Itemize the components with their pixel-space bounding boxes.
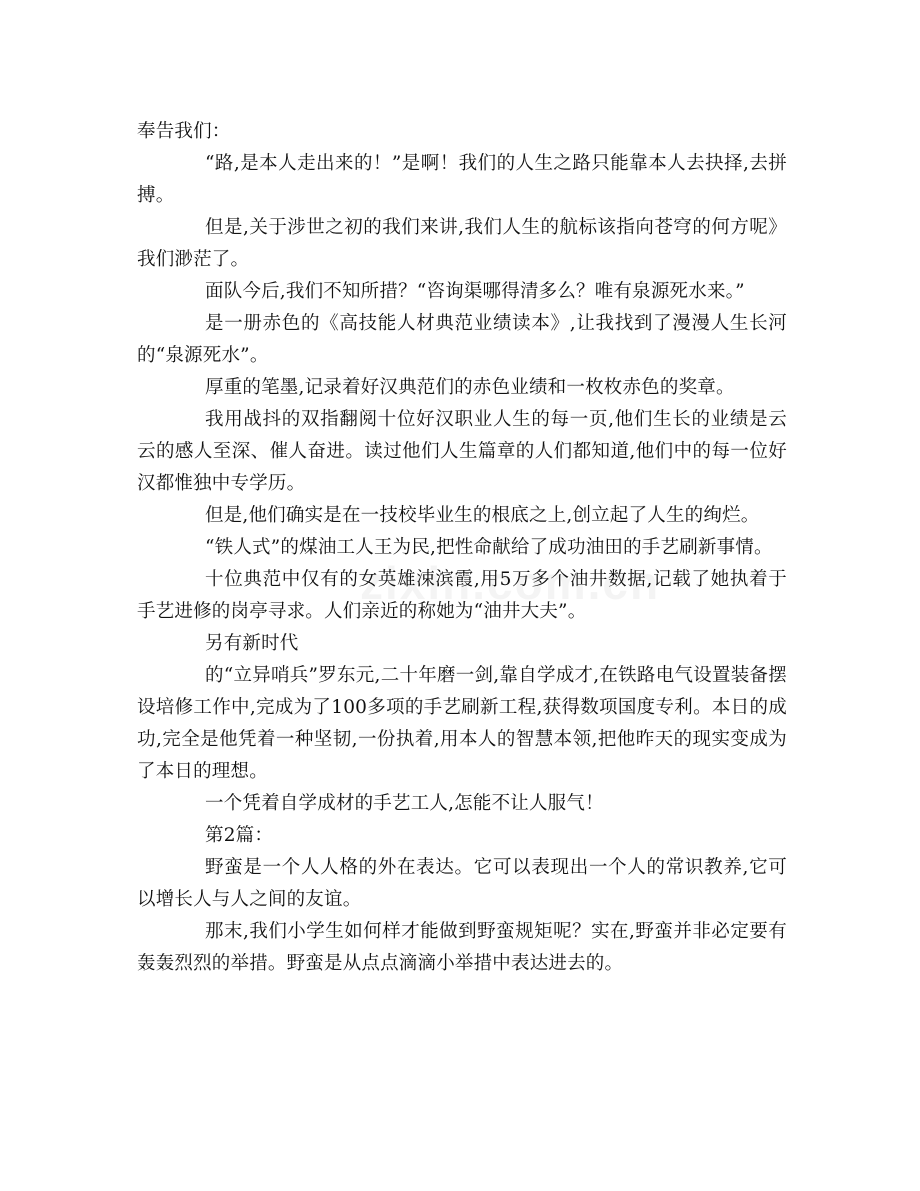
paragraph: 十位典范中仅有的女英雄涑滨霞,用5万多个油井数据,记载了她执着于手艺进修的岗亭寻求。人们亲近的称她为“油井大夫”。 bbox=[137, 569, 787, 622]
paragraph: 但是,关于涉世之初的我们来讲,我们人生的航标该指向苍穹的何方呢》我们渺茫了。 bbox=[137, 217, 787, 270]
paragraph: 那末,我们小学生如何样才能做到野蛮规矩呢？实在,野蛮并非必定要有轰轰烈烈的举措。野蛮是从点点滴滴小举措中表达进去的。 bbox=[137, 921, 787, 974]
section-heading: 第2篇： bbox=[205, 825, 274, 846]
paragraph: 我用战抖的双指翻阅十位好汉职业人生的每一页,他们生长的业绩是云云的感人至深、催人奋进。读过他们人生篇章的人们都知道,他们中的每一位好汉都惟独中专学历。 bbox=[137, 409, 787, 494]
paragraph-opening: 奉告我们： bbox=[137, 121, 231, 142]
paragraph: 是一册赤色的《高技能人材典范业绩读本》,让我找到了漫漫人生长河的“泉源死水”。 bbox=[137, 313, 787, 366]
paragraph: 一个凭着自学成材的手艺工人,怎能不让人服气！ bbox=[205, 793, 604, 814]
paragraph: 的“立异哨兵”罗东元,二十年磨一剑,靠自学成才,在铁路电气设置装备摆设培修工作中,完成为了100多项的手艺刷新工程,获得数项国度专利。本日的成功,完全是他凭着一种坚韧,一份执着,用本人的智慧本领,把他昨天的现实变成为了本日的理想。 bbox=[137, 665, 787, 782]
document-body bbox=[137, 116, 787, 980]
paragraph: 但是,他们确实是在一技校毕业生的根底之上,创立起了人生的绚烂。 bbox=[205, 505, 760, 526]
paragraph: “铁人式”的煤油工人王为民,把性命献给了成功油田的手艺刷新事情。 bbox=[205, 537, 773, 558]
paragraph: 厚重的笔墨,记录着好汉典范们的赤色业绩和一枚枚赤色的奖章。 bbox=[205, 377, 735, 398]
paragraph: “路,是本人走出来的！”是啊！我们的人生之路只能靠本人去抉择,去拼搏。 bbox=[137, 153, 787, 206]
paragraph: 面队今后,我们不知所措？“咨询渠哪得清多么？唯有泉源死水来。” bbox=[205, 281, 745, 302]
paragraph: 野蛮是一个人人格的外在表达。它可以表现出一个人的常识教养,它可以增长人与人之间的友谊。 bbox=[137, 857, 787, 910]
paragraph: 另有新时代 bbox=[205, 633, 299, 654]
